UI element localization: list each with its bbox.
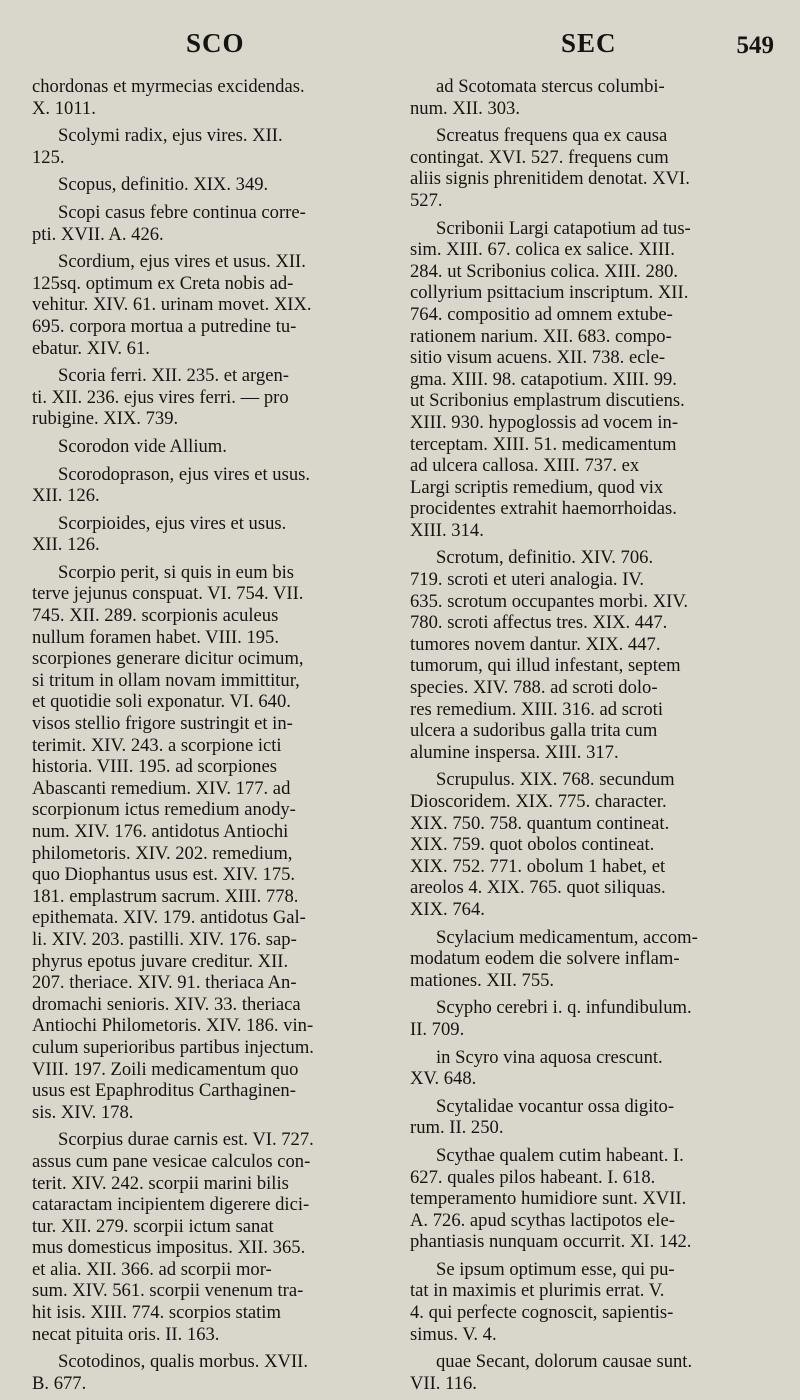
entry-line: XV. 648. (410, 1068, 477, 1090)
entry-line: epithemata. XIV. 179. antidotus Gal- (32, 907, 306, 929)
entry-line: et alia. XII. 366. ad scorpii mor- (32, 1258, 272, 1280)
entry-line: gma. XIII. 98. catapotium. XIII. 99. (410, 368, 677, 390)
entry-line: alumine inspersa. XIII. 317. (410, 741, 619, 763)
entry-line: VIII. 197. Zoili medicamentum quo (32, 1058, 299, 1080)
right-column (410, 76, 770, 1400)
entry-line: collyrium psittacium inscriptum. XII. (410, 282, 689, 304)
entry-line: quo Diophantus usus est. XIV. 175. (32, 864, 296, 886)
entry-line: tumorum, qui illud infestant, septem (410, 655, 681, 677)
entry-line: Scorpius durae carnis est. VI. 727. (58, 1129, 314, 1151)
entry-line: XIII. 314. (410, 519, 484, 541)
index-entry (32, 125, 392, 168)
entry-line: Largi scriptis remedium, quod vix (410, 476, 664, 498)
entry-line: rationem narium. XII. 683. compo- (410, 325, 672, 347)
entry-line: XIX. 752. 771. obolum 1 habet, et (410, 855, 666, 877)
index-entry (32, 513, 392, 556)
entry-line: historia. VIII. 195. ad scorpiones (32, 756, 277, 778)
entry-line: chordonas et myrmecias excidendas. (32, 76, 305, 97)
entry-line: 125. (32, 146, 65, 168)
entry-line: procidentes extrahit haemorrhoidas. (410, 498, 677, 520)
entry-line: ulcera a sudoribus galla trita cum (410, 720, 658, 742)
entry-line: XII. 126. (32, 534, 100, 556)
entry-line: Scotodinos, qualis morbus. XVII. (58, 1351, 308, 1373)
entry-line: Scorodon vide Allium. (58, 435, 227, 457)
index-entry (32, 365, 392, 430)
index-entry (32, 464, 392, 507)
index-entry (410, 927, 770, 992)
index-entry (410, 125, 770, 211)
index-entry (32, 202, 392, 245)
entry-line: XIX. 764. (410, 898, 485, 920)
entry-line: sitio visum acuens. XII. 738. ecle- (410, 347, 666, 369)
entry-line: Screatus frequens qua ex causa (436, 125, 668, 147)
entry-line: Abascanti remedium. XIV. 177. ad (32, 777, 291, 799)
index-entry (32, 174, 392, 196)
entry-line: VII. 116. (410, 1372, 477, 1394)
header-right-keyword: SEC (561, 28, 617, 58)
entry-line: pti. XVII. A. 426. (32, 223, 164, 245)
entry-line: Scytalidae vocantur ossa digito- (436, 1095, 675, 1117)
entry-line: et quotidie soli exponatur. VI. 640. (32, 691, 291, 713)
entry-line: tumores novem dantur. XIX. 447. (410, 633, 661, 655)
entry-line: Scorpioides, ejus vires et usus. (58, 512, 287, 534)
entry-line: Scypho cerebri i. q. infundibulum. (436, 997, 692, 1019)
entry-line: terimit. XIV. 243. a scorpione icti (32, 734, 282, 756)
entry-line: Scrupulus. XIX. 768. secundum (436, 769, 675, 791)
index-entry (410, 1351, 770, 1394)
entry-line: terve jejunus conspuat. VI. 754. VII. (32, 583, 304, 605)
entry-line: A. 726. apud scythas lactipotos ele- (410, 1209, 675, 1231)
entry-line: sim. XIII. 67. colica ex salice. XIII. (410, 239, 675, 261)
index-entry (410, 76, 770, 119)
entry-line: 181. emplastrum sacrum. XIII. 778. (32, 885, 299, 907)
page-number: 549 (736, 32, 774, 59)
header-left-keyword: SCO (186, 28, 245, 58)
entry-line: XIII. 930. hypoglossis ad vocem in- (410, 411, 679, 433)
running-header (0, 24, 800, 68)
entry-line: usus est Epaphroditus Carthaginen- (32, 1080, 296, 1102)
entry-line: rubigine. XIX. 739. (32, 408, 179, 430)
entry-line: mus domesticus impositus. XII. 365. (32, 1237, 306, 1259)
entry-line: visos stellio frigore sustringit et in- (32, 713, 293, 735)
entry-line: Scopus, definitio. XIX. 349. (58, 174, 269, 196)
entry-line: temperamento humidiore sunt. XVII. (410, 1188, 687, 1210)
entry-line: assus cum pane vesicae calculos con- (32, 1150, 311, 1172)
entry-line: quae Secant, dolorum causae sunt. (436, 1351, 693, 1373)
entry-line: num. XII. 303. (410, 97, 521, 119)
entry-line: philometoris. XIV. 202. remedium, (32, 842, 293, 864)
entry-line: B. 677. (32, 1372, 87, 1394)
entry-line: XII. 126. (32, 485, 100, 507)
entry-line: II. 709. (410, 1018, 465, 1040)
index-entry (32, 1351, 392, 1394)
entry-line: X. 1011. (32, 97, 96, 119)
index-entry (32, 1129, 392, 1345)
entry-line: 719. scroti et uteri analogia. IV. (410, 569, 645, 591)
entry-line: li. XIV. 203. pastilli. XIV. 176. sap- (32, 928, 297, 950)
entry-line: XIX. 759. quot obolos contineat. (410, 834, 655, 856)
entry-line: 764. compositio ad omnem extube- (410, 303, 673, 325)
entry-line: simus. V. 4. (410, 1323, 497, 1345)
entry-line: in Scyro vina aquosa crescunt. (436, 1046, 663, 1068)
entry-line: hit isis. XIII. 774. scorpios statim (32, 1302, 281, 1324)
entry-line: scorpionum ictus remedium anody- (32, 799, 296, 821)
entry-line: 627. quales pilos habeant. I. 618. (410, 1166, 656, 1188)
entry-line: contingat. XVI. 527. frequens cum (410, 146, 669, 168)
index-entry (410, 997, 770, 1040)
entry-line: modatum eodem die solvere inflam- (410, 948, 680, 970)
index-entry (32, 562, 392, 1123)
index-entry (410, 769, 770, 920)
entry-line: Scythae qualem cutim habeant. I. (436, 1144, 684, 1166)
index-entry (410, 1047, 770, 1090)
index-entry (410, 1259, 770, 1345)
entry-line: res remedium. XIII. 316. ad scroti (410, 698, 664, 720)
entry-line: Scopi casus febre continua corre- (58, 201, 306, 223)
entry-line: XIX. 750. 758. quantum contineat. (410, 812, 670, 834)
entry-line: sum. XIV. 561. scorpii venenum tra- (32, 1280, 304, 1302)
index-entry (32, 251, 392, 359)
entry-line: scorpiones generare dicitur ocimum, (32, 648, 304, 670)
entry-line: 695. corpora mortua a putredine tu- (32, 315, 297, 337)
entry-line: necat pituita oris. II. 163. (32, 1323, 220, 1345)
entry-line: nullum foramen habet. VIII. 195. (32, 626, 279, 648)
entry-line: ebatur. XIV. 61. (32, 337, 150, 359)
entry-line: areolos 4. XIX. 765. quot siliquas. (410, 877, 666, 899)
entry-line: terceptam. XIII. 51. medicamentum (410, 433, 677, 455)
entry-line: mationes. XII. 755. (410, 969, 555, 991)
index-entry (32, 76, 392, 119)
entry-line: 527. (410, 189, 443, 211)
index-entry (410, 1096, 770, 1139)
entry-line: 207. theriace. XIV. 91. theriaca An- (32, 972, 297, 994)
entry-line: Se ipsum optimum esse, qui pu- (436, 1258, 675, 1280)
entry-line: dromachi senioris. XIV. 33. theriaca (32, 993, 301, 1015)
entry-line: si tritum in ollam novam immittitur, (32, 669, 300, 691)
entry-line: ad Scotomata stercus columbi- (436, 76, 665, 97)
left-column (32, 76, 392, 1400)
entry-line: aliis signis phrenitidem denotat. XVI. (410, 168, 690, 190)
entry-line: Scylacium medicamentum, accom- (436, 926, 698, 948)
entry-line: sis. XIV. 178. (32, 1101, 134, 1123)
entry-line: 125sq. optimum ex Creta nobis ad- (32, 272, 294, 294)
entry-line: terit. XIV. 242. scorpii marini bilis (32, 1172, 289, 1194)
entry-line: num. XIV. 176. antidotus Antiochi (32, 821, 289, 842)
entry-line: rum. II. 250. (410, 1117, 504, 1139)
entry-line: ti. XII. 236. ejus vires ferri. — pro (32, 386, 289, 408)
entry-line: cataractam incipientem digerere dici- (32, 1194, 310, 1216)
entry-line: species. XIV. 788. ad scroti dolo- (410, 677, 658, 699)
entry-line: 745. XII. 289. scorpionis aculeus (32, 605, 279, 627)
entry-line: culum superioribus partibus injectum. (32, 1036, 314, 1058)
entry-line: Scrotum, definitio. XIV. 706. (436, 547, 654, 569)
entry-line: phyrus epotus juvare creditur. XII. (32, 950, 289, 972)
entry-line: Scorpio perit, si quis in eum bis (58, 561, 295, 583)
index-entry (410, 1145, 770, 1253)
entry-line: Scribonii Largi catapotium ad tus- (436, 217, 691, 239)
entry-line: tur. XII. 279. scorpii ictum sanat (32, 1215, 274, 1237)
index-entry (410, 218, 770, 542)
entry-line: tat in maximis et plurimis errat. V. (410, 1280, 665, 1302)
entry-line: Scordium, ejus vires et usus. XII. (58, 251, 306, 273)
entry-line: Antiochi Philometoris. XIV. 186. vin- (32, 1015, 314, 1037)
entry-line: Scolymi radix, ejus vires. XII. (58, 125, 283, 147)
entry-line: 4. qui perfecte cognoscit, sapientis- (410, 1302, 674, 1324)
entry-line: ad ulcera callosa. XIII. 737. ex (410, 455, 640, 477)
entry-line: Scorodoprason, ejus vires et usus. (58, 463, 311, 485)
entry-line: ut Scribonius emplastrum discutiens. (410, 390, 685, 412)
entry-line: Dioscoridem. XIX. 775. character. (410, 791, 667, 812)
entry-line: Scoria ferri. XII. 235. et argen- (58, 365, 289, 387)
entry-line: vehitur. XIV. 61. urinam movet. XIX. (32, 294, 312, 316)
index-entry (410, 547, 770, 763)
entry-line: phantiasis nunquam occurrit. XI. 142. (410, 1231, 692, 1253)
entry-line: 284. ut Scribonius colica. XIII. 280. (410, 260, 679, 282)
index-entry (32, 436, 392, 458)
entry-line: 635. scrotum occupantes morbi. XIV. (410, 590, 688, 612)
entry-line: 780. scroti affectus tres. XIX. 447. (410, 612, 668, 634)
